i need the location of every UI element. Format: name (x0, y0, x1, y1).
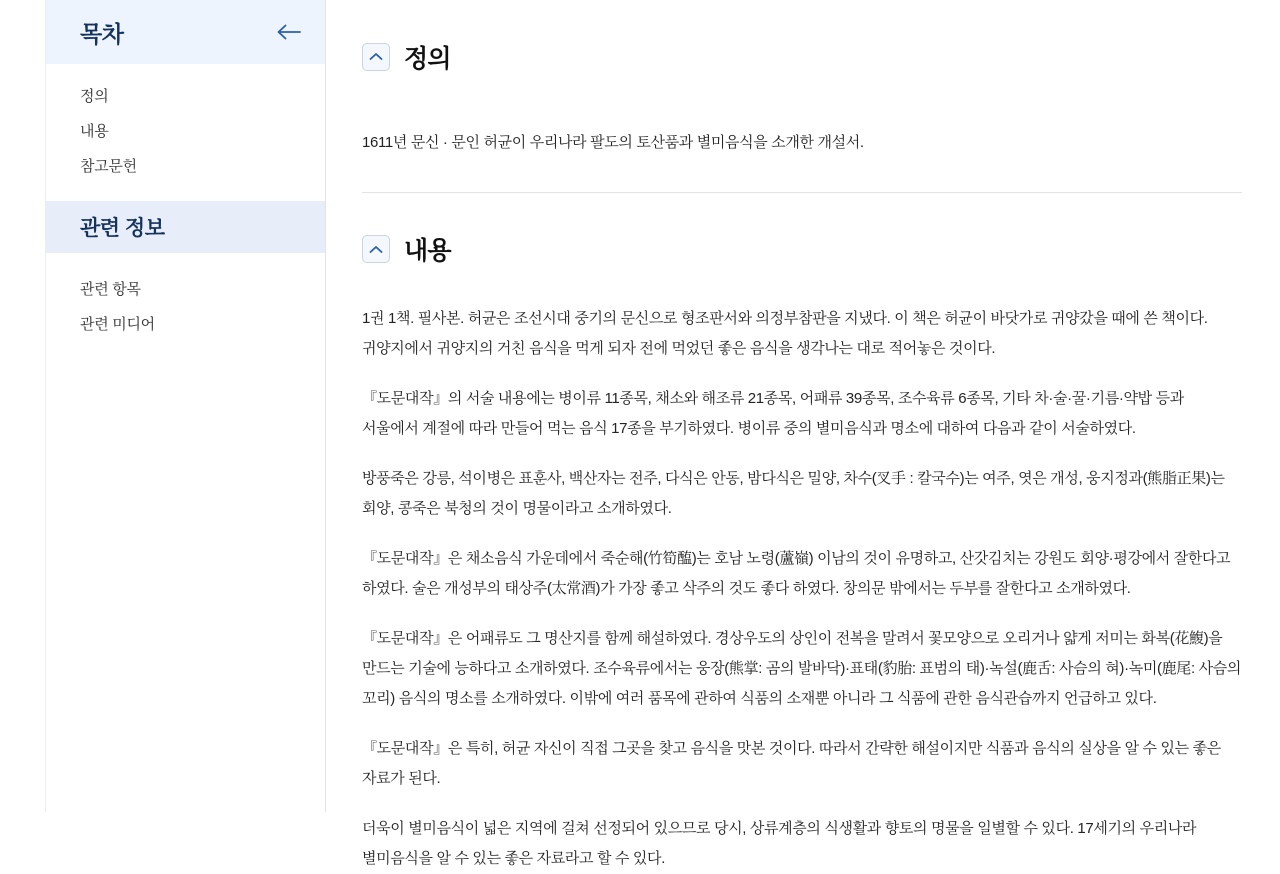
sidebar-item-label: 정의 (80, 88, 108, 105)
toc-list (46, 64, 325, 201)
sidebar-item-related-media[interactable] (46, 306, 325, 341)
definition-text: 1611년 문신 · 문인 허균이 우리나라 팔도의 토산품과 별미음식을 소개한 개설서. (362, 128, 1242, 158)
section-body (362, 298, 1242, 874)
section-title: 내용 (404, 231, 451, 267)
chevron-up-icon[interactable] (362, 43, 390, 71)
sidebar-item-label: 관련 미디어 (80, 316, 155, 333)
sidebar-item-label: 참고문헌 (80, 158, 137, 175)
sidebar-item-label: 내용 (80, 123, 108, 140)
related-info-header (46, 201, 325, 253)
paragraph: 『도문대작』의 서술 내용에는 병이류 11종목, 채소와 해조류 21종목, 어패류 39종목, 조수육류 6종목, 기타 차·술·꿀·기름·약밥 등과 서울에서 계절에 따라 만들어 먹는 음식 17종을 부기하였다. 병이류 중의 별미음식과 명소에 대하여 다음과 같이 서술하였다. (362, 384, 1242, 444)
chevron-up-icon[interactable] (362, 235, 390, 263)
left-gutter (0, 0, 46, 812)
sidebar-item-references[interactable] (46, 148, 325, 183)
section-header (362, 193, 1242, 299)
section-definition (362, 0, 1242, 193)
section-body (362, 106, 1242, 158)
section-title: 정의 (404, 39, 451, 75)
section-header (362, 0, 1242, 106)
paragraph: 방풍죽은 강릉, 석이병은 표훈사, 백산자는 전주, 다식은 안동, 밤다식은 밀양, 차수(叉手 : 칼국수)는 여주, 엿은 개성, 웅지정과(熊脂正果)는 회양, 콩죽은 북청의 것이 명물이라고 소개하였다. (362, 464, 1242, 524)
sidebar (46, 0, 326, 812)
paragraph: 1권 1책. 필사본. 허균은 조선시대 중기의 문신으로 형조판서와 의정부참판을 지냈다. 이 책은 허균이 바닷가로 귀양갔을 때에 쓴 책이다. 귀양지에서 귀양지의 거친 음식을 먹게 되자 전에 먹었던 좋은 음식을 생각나는 대로 적어놓은 것이다. (362, 304, 1242, 364)
main-content (326, 0, 1280, 812)
sidebar-item-definition[interactable] (46, 78, 325, 113)
sidebar-item-related-topics[interactable] (46, 271, 325, 306)
paragraph: 더욱이 별미음식이 넓은 지역에 걸쳐 선정되어 있으므로 당시, 상류계층의 식생활과 향토의 명물을 일별할 수 있다. 17세기의 우리나라 별미음식을 알 수 있는 좋은 자료라고 할 수 있다. (362, 814, 1242, 874)
related-info-title: 관련 정보 (80, 212, 164, 242)
section-content (362, 193, 1242, 874)
toc-title: 목차 (80, 16, 123, 49)
arrow-left-icon[interactable] (275, 18, 303, 46)
paragraph: 『도문대작』은 채소음식 가운데에서 죽순해(竹筍醢)는 호남 노령(蘆嶺) 이남의 것이 유명하고, 산갓김치는 강원도 회양·평강에서 잘한다고 하였다. 술은 개성부의 태상주(太常酒)가 가장 좋고 삭주의 것도 좋다 하였다. 창의문 밖에서는 두부를 잘한다고 소개하였다. (362, 544, 1242, 604)
paragraph: 『도문대작』은 특히, 허균 자신이 직접 그곳을 찾고 음식을 맛본 것이다. 따라서 간략한 해설이지만 식품과 음식의 실상을 알 수 있는 좋은 자료가 된다. (362, 734, 1242, 794)
paragraph: 『도문대작』은 어패류도 그 명산지를 함께 해설하였다. 경상우도의 상인이 전복을 말려서 꽃모양으로 오리거나 얇게 저미는 화복(花鰒)을 만드는 기술에 능하다고 소개하였다. 조수육류에서는 웅장(熊掌: 곰의 발바닥)·표태(豹胎: 표범의 태)·녹설(鹿舌: 사슴의 혀)·녹미(鹿尾: 사슴의 꼬리) 음식의 명소를 소개하였다. 이밖에 여러 품목에 관하여 식품의 소재뿐 아니라 그 식품에 관한 음식관습까지 언급하고 있다. (362, 624, 1242, 714)
toc-header (46, 0, 325, 64)
sidebar-item-label: 관련 항목 (80, 281, 141, 298)
sidebar-item-content[interactable] (46, 113, 325, 148)
related-info-list (46, 253, 325, 341)
